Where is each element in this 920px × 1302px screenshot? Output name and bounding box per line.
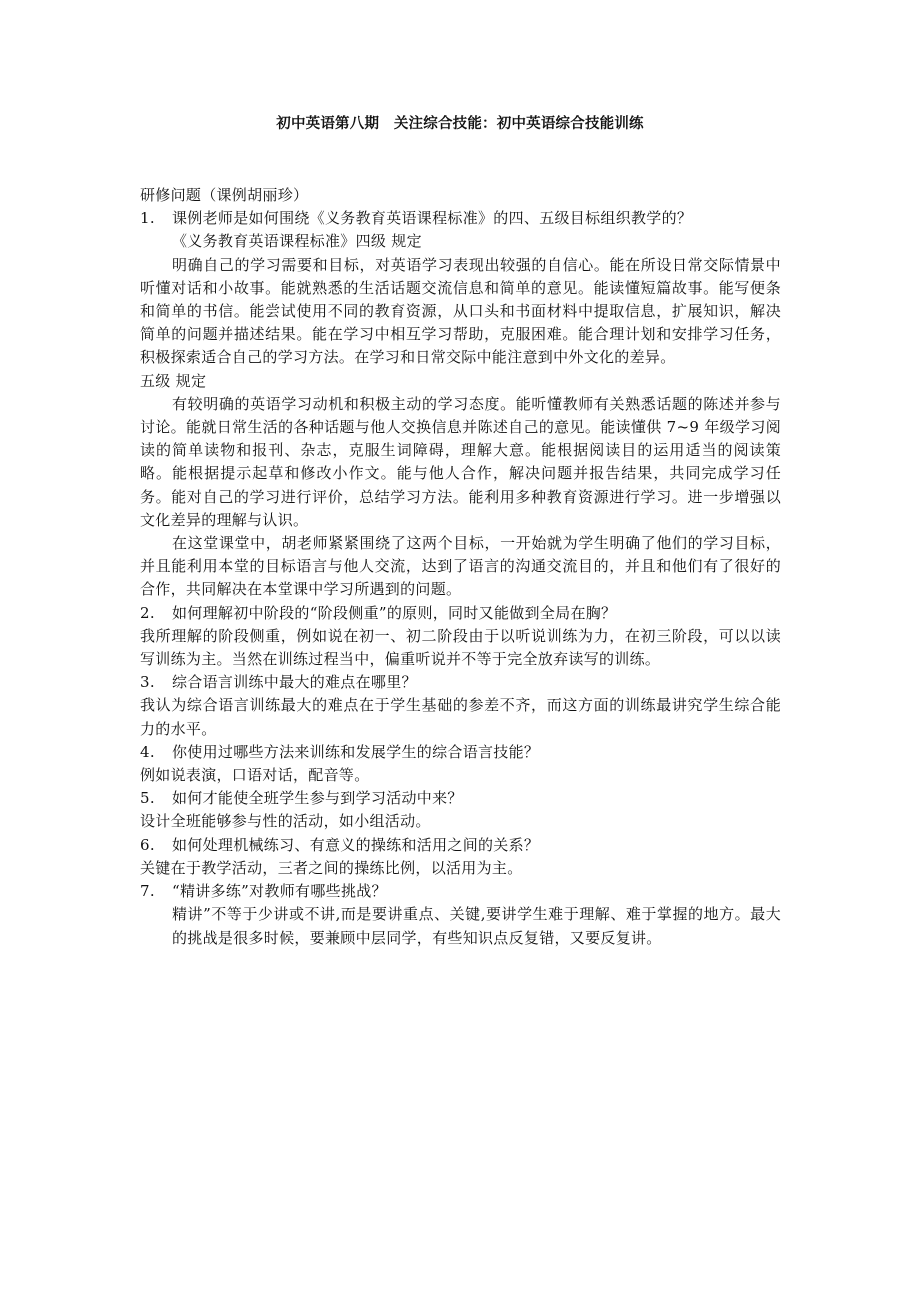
answer-5: 设计全班能够参与性的活动，如小组活动。 xyxy=(140,812,431,831)
answer-2: 我所理解的阶段侧重，例如说在初一、初二阶段由于以听说训练为力，在初三阶段，可以以读写训练为主。当然在训练过程当中，偏重听说并不等于完全放弃读写的训练。 xyxy=(140,626,781,669)
answer-7: 精讲”不等于少讲或不讲,而是要讲重点、关键,要讲学生难于理解、难于掌握的地方。最大的挑战是很多时候，要兼顾中层同学，有些知识点反复错，又要反复讲。 xyxy=(172,905,781,947)
level5-heading: 五级 规定 xyxy=(140,371,207,390)
answer-3: 我认为综合语言训练最大的难点在于学生基础的参差不齐，而这方面的训练最讲究学生综合能力的水平。 xyxy=(140,696,781,738)
question-number: 3. xyxy=(140,673,155,692)
question-1 xyxy=(140,207,781,230)
answer-6: 关键在于教学活动，三者之间的操练比例，以活用为主。 xyxy=(140,858,523,877)
question-number: 2. xyxy=(140,603,155,622)
question-text: “精讲多练”对教师有哪些挑战？ xyxy=(172,882,387,901)
question-number: 4. xyxy=(140,742,155,761)
level4-heading: 《义务教育英语课程标准》四级 规定 xyxy=(172,232,422,251)
question-text: 综合语言训练中最大的难点在哪里？ xyxy=(172,673,417,692)
level4-paragraph: 明确自己的学习需要和目标，对英语学习表现出较强的自信心。能在所设日常交际情景中听懂对话和小故事。能就熟悉的生活话题交流信息和简单的意见。能读懂短篇故事。能写便条和简单的书信。能尝试使用不同的教育资源，从口头和书面材料中提取信息，扩展知识，解决简单的问题并描述结果。能在学习中相互学习帮助，克服困难。能合理计划和安排学习任务，积极探索适合自己的学习方法。在学习和日常交际中能注意到中外文化的差异。 xyxy=(140,255,781,367)
question-4 xyxy=(140,741,781,764)
question-number: 7. xyxy=(140,882,155,901)
answer-4: 例如说表演，口语对话，配音等。 xyxy=(140,766,370,785)
question-number: 5. xyxy=(140,789,155,808)
question-text: 课例老师是如何围绕《义务教育英语课程标准》的四、五级目标组织教学的？ xyxy=(172,209,693,228)
answer-1: 在这堂课堂中，胡老师紧紧围绕了这两个目标，一开始就为学生明确了他们的学习目标，并且能利用本堂的目标语言与他人交流，达到了语言的沟通交流目的，并且和他们有了很好的合作，共同解决在本堂课中学习所遇到的问题。 xyxy=(140,534,781,599)
question-number: 6. xyxy=(140,835,155,854)
question-6 xyxy=(140,834,781,857)
question-text: 你使用过哪些方法来训练和发展学生的综合语言技能？ xyxy=(172,742,540,761)
question-text: 如何处理机械练习、有意义的操练和活用之间的关系？ xyxy=(172,835,540,854)
question-text: 如何理解初中阶段的“阶段侧重”的原则，同时又能做到全局在胸？ xyxy=(172,603,617,622)
question-5 xyxy=(140,787,781,810)
section-heading: 研修问题（课例胡丽珍） xyxy=(140,186,309,204)
question-3 xyxy=(140,671,781,694)
document-title: 初中英语第八期 关注综合技能：初中英语综合技能训练 xyxy=(276,116,644,132)
document-body xyxy=(140,184,781,950)
question-2 xyxy=(140,602,781,625)
question-number: 1. xyxy=(140,209,155,228)
question-7 xyxy=(140,880,781,903)
level5-paragraph: 有较明确的英语学习动机和积极主动的学习态度。能听懂教师有关熟悉话题的陈述并参与讨论。能就日常生活的各种话题与他人交换信息并陈述自己的意见。能读懂供 7~9 年级学习阅读的简单读物和报刊、杂志，克服生词障碍，理解大意。能根据阅读目的运用适当的阅读策略。能根据提示起草和修改小作文。能与他人合作，解决问题并报告结果，共同完成学习任务。能对自己的学习进行评价，总结学习方法。能利用多种教育资源进行学习。进一步增强以文化差异的理解与认识。 xyxy=(140,394,781,529)
question-text: 如何才能使全班学生参与到学习活动中来？ xyxy=(172,789,463,808)
